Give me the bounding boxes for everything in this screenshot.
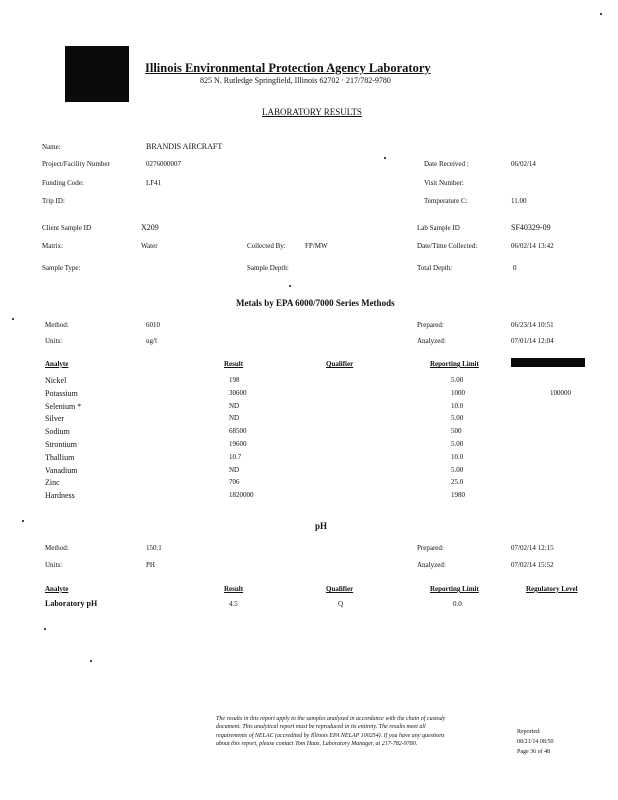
agency-logo-redacted [65, 46, 129, 102]
ph-row-result: 4.5 [229, 600, 238, 608]
project-value: 0276000007 [146, 160, 181, 168]
metals-row-analyte: Silver [45, 414, 65, 424]
lab-id-label: Lab Sample ID [417, 224, 460, 232]
ph-row-analyte: Laboratory pH [45, 599, 98, 608]
metals-row-result: 706 [229, 478, 240, 487]
metals-col-qualifier: Qualifier [326, 360, 354, 368]
metals-row-result: 1820000 [229, 491, 254, 500]
ph-units-label: Units: [45, 561, 63, 569]
metals-row-reporting-limit: 25.0 [451, 478, 464, 487]
metals-row-analyte: Hardness [45, 491, 75, 501]
metals-row-reporting-limit: 1980 [451, 491, 465, 500]
ph-col-analyte: Analyte [45, 585, 69, 593]
metals-row-analyte: Zinc [45, 478, 60, 488]
metals-row-result: 19600 [229, 440, 247, 448]
metals-row-analyte: Nickel [45, 376, 67, 385]
reported-label: Reported: [517, 729, 541, 735]
matrix-value: Water [141, 242, 158, 250]
scan-speck [12, 318, 14, 320]
scan-speck [289, 285, 291, 287]
ph-analyzed-value: 07/02/14 15:52 [511, 561, 554, 569]
metals-row-reporting-limit: 500 [451, 427, 462, 436]
project-label: Project/Facility Number [42, 160, 110, 168]
visit-label: Visit Number: [424, 179, 464, 187]
date-received-value: 06/02/14 [511, 160, 536, 168]
metals-section-title: Metals by EPA 6000/7000 Series Methods [236, 298, 395, 308]
metals-row-reporting-limit: 5.00 [451, 376, 464, 384]
date-received-label: Date Received : [424, 160, 469, 168]
collected-by-label: Collected By: [247, 242, 286, 250]
sample-type-label: Sample Type: [42, 264, 81, 272]
metals-col-analyte: Analyte [45, 360, 69, 368]
metals-row-reporting-limit: 10.0 [451, 452, 464, 461]
metals-row-reporting-limit: 10.0 [451, 401, 464, 410]
metals-row-extra-value: 100000 [550, 388, 571, 397]
metals-units-label: Units: [45, 337, 63, 345]
metals-row-reporting-limit: 1000 [451, 388, 465, 397]
metals-prepared-value: 06/23/14 10:51 [511, 321, 554, 329]
metals-analyzed-label: Analyzed: [417, 337, 446, 345]
ph-col-regulatory-level: Regulatory Level [526, 585, 578, 593]
ph-prepared-value: 07/02/14 12:15 [511, 544, 554, 552]
report-disclaimer: The results in this report apply to the samples analyzed in accordance with the chain of custody document. This analytical report must be reproduced in its entirety. The results meet all requirements of NELAC (accredited by Illinois EPA NELAP 100254). If you have any questions about this report, please contact Tom Haas, Laboratory Manager, at 217-782-9780. [216, 716, 446, 748]
collected-by-value: FP/MW [305, 242, 328, 250]
sample-depth-label: Sample Depth: [247, 264, 289, 272]
matrix-label: Matrix: [42, 242, 63, 250]
ph-prepared-label: Prepared: [417, 544, 444, 552]
date-collected-label: Date/Time Collected: [417, 242, 478, 250]
ph-units-value: PH [146, 561, 155, 569]
temperature-value: 11.00 [511, 197, 527, 205]
funding-value: LF41 [146, 179, 162, 187]
lab-title: Illinois Environmental Protection Agency Laboratory [145, 61, 431, 75]
metals-row-analyte: Vanadium [45, 465, 78, 475]
metals-analyzed-value: 07/01/14 12:04 [511, 337, 554, 345]
metals-col-result: Result [224, 360, 244, 368]
metals-row-result: ND [229, 401, 240, 410]
funding-label: Funding Code: [42, 179, 84, 187]
ph-col-reporting-limit: Reporting Limit [430, 585, 479, 593]
name-label: Name: [42, 143, 61, 151]
metals-row-result: ND [229, 414, 240, 423]
metals-row-result: 198 [229, 376, 240, 384]
temperature-label: Temperature C: [424, 197, 468, 205]
metals-row-reporting-limit: 5.00 [451, 440, 464, 448]
scan-speck [44, 628, 46, 630]
metals-row-reporting-limit: 5.00 [451, 465, 464, 474]
metals-prepared-label: Prepared: [417, 321, 444, 329]
scan-speck [600, 13, 602, 15]
metals-row-result: 68500 [229, 427, 247, 436]
total-depth-label: Total Depth: [417, 264, 453, 272]
metals-method-value: 6010 [146, 321, 160, 329]
ph-method-label: Method: [45, 544, 69, 552]
metals-units-value: ug/l [146, 337, 157, 345]
client-id-value: X209 [141, 223, 159, 232]
trip-label: Trip ID: [42, 197, 65, 205]
ph-method-value: 150.1 [146, 544, 162, 552]
scan-speck [22, 520, 24, 522]
total-depth-value: 0 [513, 264, 517, 272]
metals-row-result: ND [229, 465, 240, 474]
metals-row-analyte: Selenium * [45, 401, 82, 411]
metals-row-result: 30600 [229, 388, 247, 397]
lab-address: 825 N. Rutledge Springfield, Illinois 62702 · 217/782-9780 [200, 76, 391, 85]
ph-row-reporting-limit: 0.0 [453, 600, 462, 608]
ph-col-result: Result [224, 585, 244, 593]
lab-id-value: SF40329-09 [511, 223, 551, 232]
metals-row-analyte: Sodium [45, 427, 70, 437]
scan-speck [90, 660, 92, 662]
metals-row-analyte: Potassium [45, 388, 78, 398]
ph-analyzed-label: Analyzed: [417, 561, 446, 569]
ph-row-qualifier: Q [338, 600, 344, 608]
metals-row-analyte: Thallium [45, 452, 75, 462]
client-id-label: Client Sample ID [42, 224, 91, 232]
redacted-column-header [511, 358, 585, 367]
report-title: LABORATORY RESULTS [262, 107, 362, 117]
page-number: Page 36 of 48 [517, 749, 551, 755]
reported-value: 08/21/14 08:50 [517, 739, 554, 745]
metals-row-analyte: Strontium [45, 440, 78, 449]
name-value: BRANDIS AIRCRAFT [146, 142, 223, 151]
ph-section-title: pH [315, 521, 328, 531]
metals-row-result: 10.7 [229, 452, 242, 461]
ph-col-qualifier: Qualifier [326, 585, 354, 593]
metals-row-reporting-limit: 5.00 [451, 414, 464, 423]
scan-speck [384, 157, 386, 159]
metals-method-label: Method: [45, 321, 69, 329]
date-collected-value: 06/02/14 13:42 [511, 242, 554, 250]
metals-col-reporting-limit: Reporting Limit [430, 360, 479, 368]
